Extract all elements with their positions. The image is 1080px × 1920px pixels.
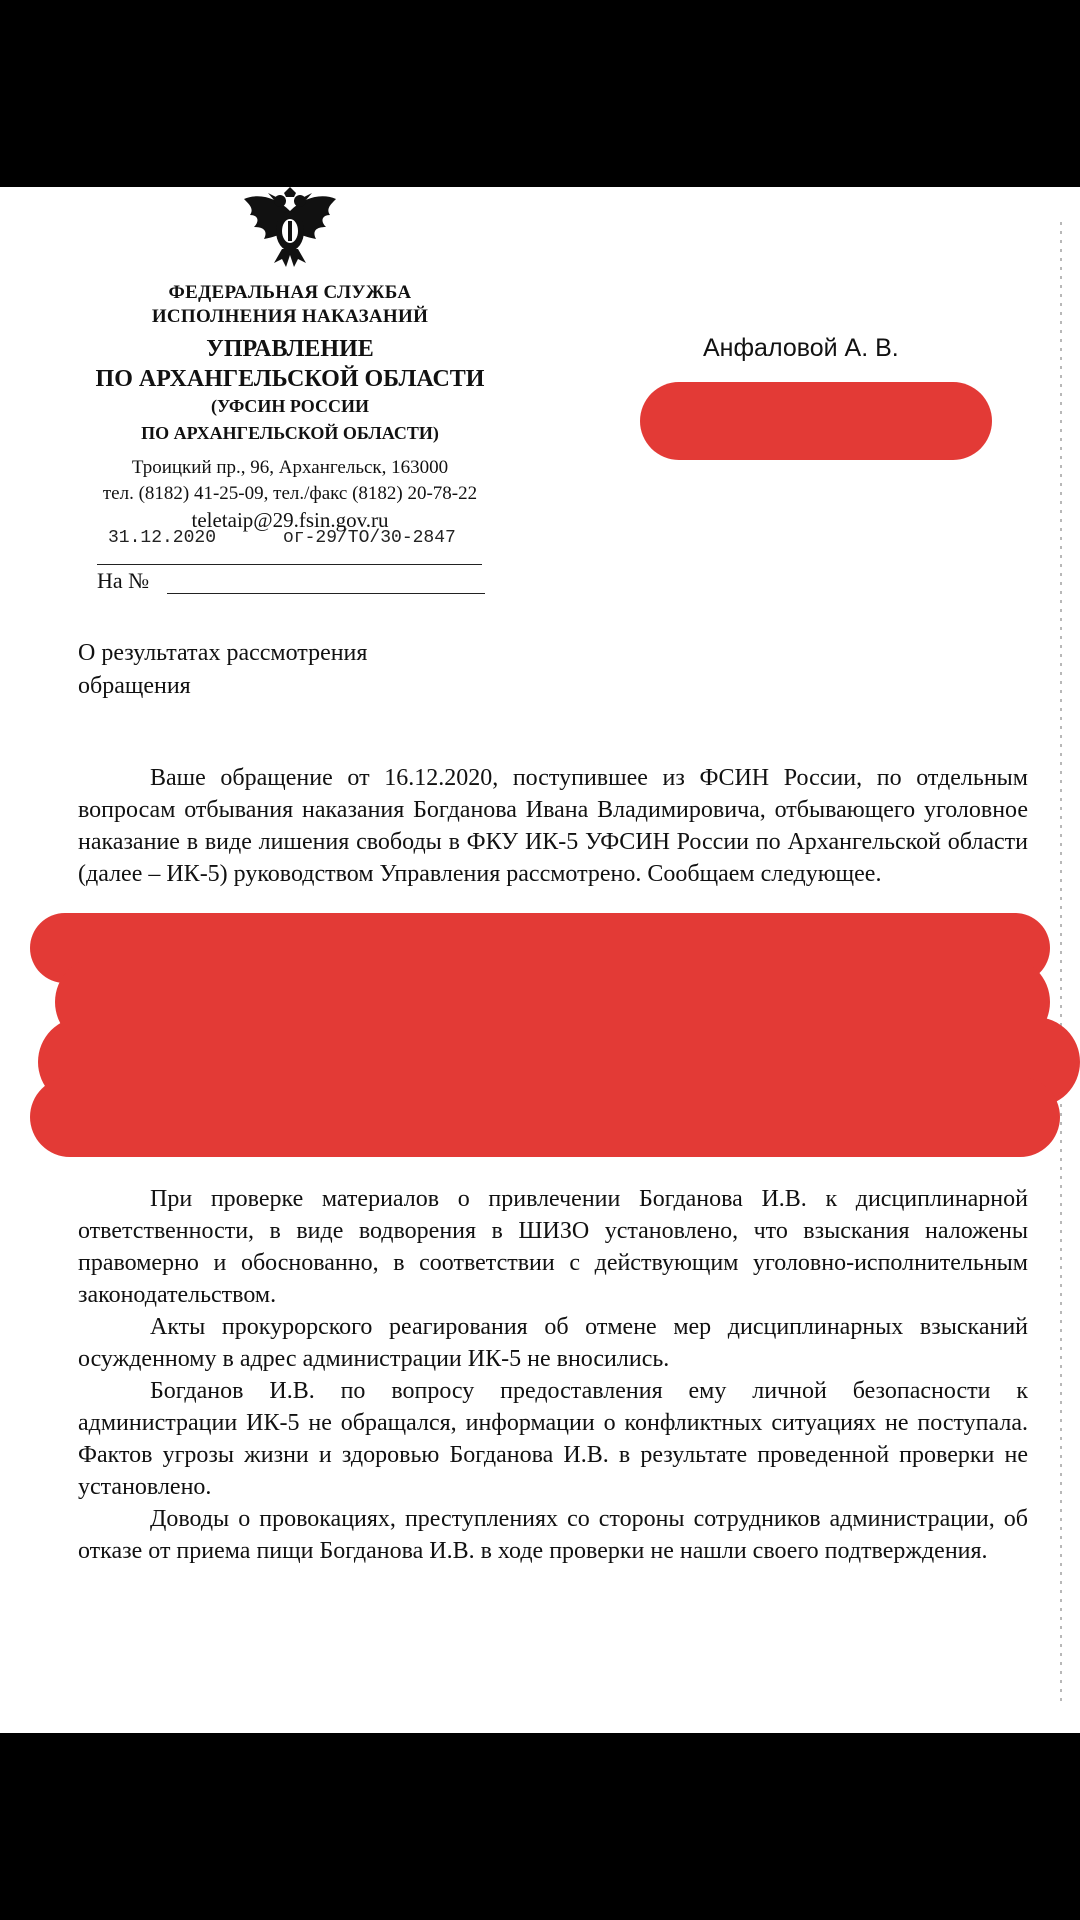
phone-numbers: тел. (8182) 41-25-09, тел./факс (8182) 20-78-22 — [102, 483, 478, 504]
organization-header — [70, 281, 510, 447]
subject-line1: О результатах рассмотрения — [78, 640, 368, 666]
org-name-line1: ФЕДЕРАЛЬНАЯ СЛУЖБА — [168, 282, 412, 303]
registration-underline — [97, 564, 482, 565]
reference-underline — [167, 593, 485, 594]
redaction-mark-recipient — [640, 382, 992, 460]
registration-number: ог-29/ТО/30-2847 — [283, 528, 456, 548]
registration-line — [108, 528, 456, 548]
paragraph-intro: Ваше обращение от 16.12.2020, поступившее из ФСИН России, по отдельным вопросам отбывания наказания Богданова Ивана Владимировича, отбывающего уголовное наказание в виде лишения свободы в ФКУ ИК-5 УФСИН России по Архангельской области (далее – ИК-5) руководством Управления рассмотрено. Сообщаем следующее. — [78, 765, 1028, 887]
department-line1: УПРАВЛЕНИЕ — [206, 336, 374, 362]
scan-margin-marks — [1060, 222, 1062, 1702]
postal-address: Троицкий пр., 96, Архангельск, 163000 — [131, 457, 449, 478]
letter-body-intro — [78, 762, 1028, 890]
paragraph-prosecutor-acts: Акты прокурорского реагирования об отмене мер дисциплинарных взысканий осужденному в адрес администрации ИК-5 не вносились. — [78, 1314, 1028, 1372]
reference-label: На № — [97, 568, 150, 593]
department-line4: ПО АРХАНГЕЛЬСКОЙ ОБЛАСТИ) — [141, 423, 439, 443]
paragraph-allegations: Доводы о провокациях, преступлениях со стороны сотрудников администрации, об отказе от приема пищи Богданова И.В. в ходе проверки не нашли своего подтверждения. — [78, 1506, 1028, 1564]
reference-line — [97, 568, 149, 594]
recipient-name: Анфаловой А. В. — [703, 334, 899, 362]
letter-body-findings — [78, 1183, 1028, 1567]
subject-line2: обращения — [78, 673, 191, 699]
letter-subject — [78, 637, 478, 703]
department-line3: (УФСИН РОССИИ — [211, 396, 369, 416]
org-name-line2: ИСПОЛНЕНИЯ НАКАЗАНИЙ — [151, 306, 429, 327]
department-line2: ПО АРХАНГЕЛЬСКОЙ ОБЛАСТИ — [95, 366, 485, 392]
letter-page — [0, 187, 1080, 1733]
paragraph-personal-safety: Богданов И.В. по вопросу предоставления ему личной безопасности к администрации ИК-5 не обращался, информации о конфликтных ситуациях не поступала. Фактов угрозы жизни и здоровью Богданова И.В. в результате проведенной проверки не установлено. — [78, 1378, 1028, 1500]
redaction-mark-body-4 — [30, 1077, 1060, 1157]
address-block — [70, 455, 510, 533]
paragraph-disciplinary: При проверке материалов о привлечении Богданова И.В. к дисциплинарной ответственности, в виде водворения в ШИЗО установлено, что взыскания наложены правомерно и обоснованно, в соответствии с действующим уголовно-исполнительным законодательством. — [78, 1186, 1028, 1308]
double-headed-eagle-emblem-icon — [240, 187, 340, 269]
email-address: teletaip@29.fsin.gov.ru — [191, 508, 389, 532]
registration-date: 31.12.2020 — [108, 528, 217, 548]
